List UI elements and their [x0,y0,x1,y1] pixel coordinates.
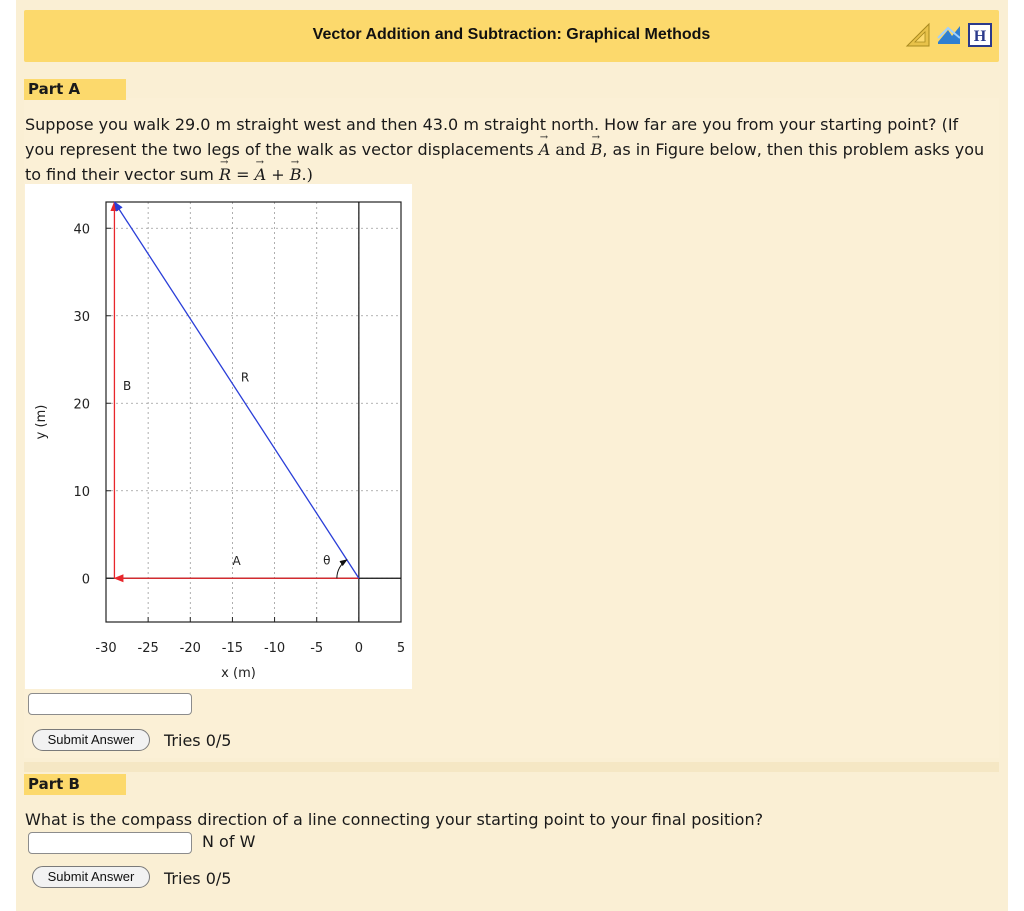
page-title: Vector Addition and Subtraction: Graphical Methods [312,26,711,43]
x-tick-label: 0 [354,641,363,656]
part-b-submit-button[interactable]: Submit Answer [32,866,150,888]
plot-frame [106,202,401,622]
part-b-answer-input[interactable] [28,832,192,854]
vector-figure [25,184,412,689]
vector-b-symbol: → B [591,137,603,162]
part-a-submit-button[interactable]: Submit Answer [32,729,150,751]
x-tick-label: 5 [396,641,406,656]
y-tick-label: 40 [73,222,90,238]
vector-a-symbol: → A [255,162,267,187]
y-tick-label: 10 [73,484,90,500]
question-text: you represent the two legs of the walk as vector displacements [25,140,539,159]
part-a-question [25,112,997,187]
and-text: and [550,140,591,159]
openstax-icon[interactable] [936,22,962,48]
part-b-question: What is the compass direction of a line connecting your starting point to your final position? [25,810,764,829]
ruler-triangle-icon[interactable] [905,22,931,48]
y-tick-label: 20 [73,397,90,413]
part-b-tries: Tries 0/5 [164,869,232,888]
question-text: , as in Figure below, then this problem asks you [602,140,985,159]
close-paren: .) [301,165,313,184]
svg-text:H: H [973,28,987,45]
x-tick-label: -30 [95,641,117,656]
x-tick-label: -20 [179,641,201,656]
x-tick-label: -25 [137,641,159,656]
annotation-label: R [240,370,250,385]
x-axis-label: x (m) [221,666,256,681]
plus-sign: + [266,165,290,184]
y-tick-label: 30 [73,309,90,325]
x-tick-label: -10 [263,641,286,656]
annotation-label: A [232,554,241,569]
vector-chart [25,184,412,689]
vector-b-symbol: → B [290,162,302,187]
section-separator [24,762,999,772]
part-b-label: Part B [24,774,126,795]
theta-arc [337,560,347,578]
annotation-label: θ [323,553,331,568]
part-a-tries: Tries 0/5 [164,731,232,750]
part-b-unit: N of W [202,832,256,851]
vector-a-symbol: → A [539,137,551,162]
question-line-1: Suppose you walk 29.0 m straight west and then 43.0 m straight north. How far are you from your starting point? (If [25,115,959,134]
vector-r-symbol: → R [219,162,231,187]
y-tick-label: 0 [81,572,90,588]
x-tick-label: -5 [310,641,324,656]
part-a-label: Part A [24,79,126,100]
question-text: to find their vector sum [25,165,219,184]
x-tick-label: -15 [221,641,244,656]
header-bar [24,10,999,62]
vector-r [114,202,358,578]
question-line-2 [25,137,997,162]
annotation-label: B [122,379,132,394]
part-a-answer-input[interactable] [28,693,192,715]
y-axis-label: y (m) [34,404,49,440]
help-icon[interactable] [967,22,993,48]
equals-sign: = [231,165,255,184]
